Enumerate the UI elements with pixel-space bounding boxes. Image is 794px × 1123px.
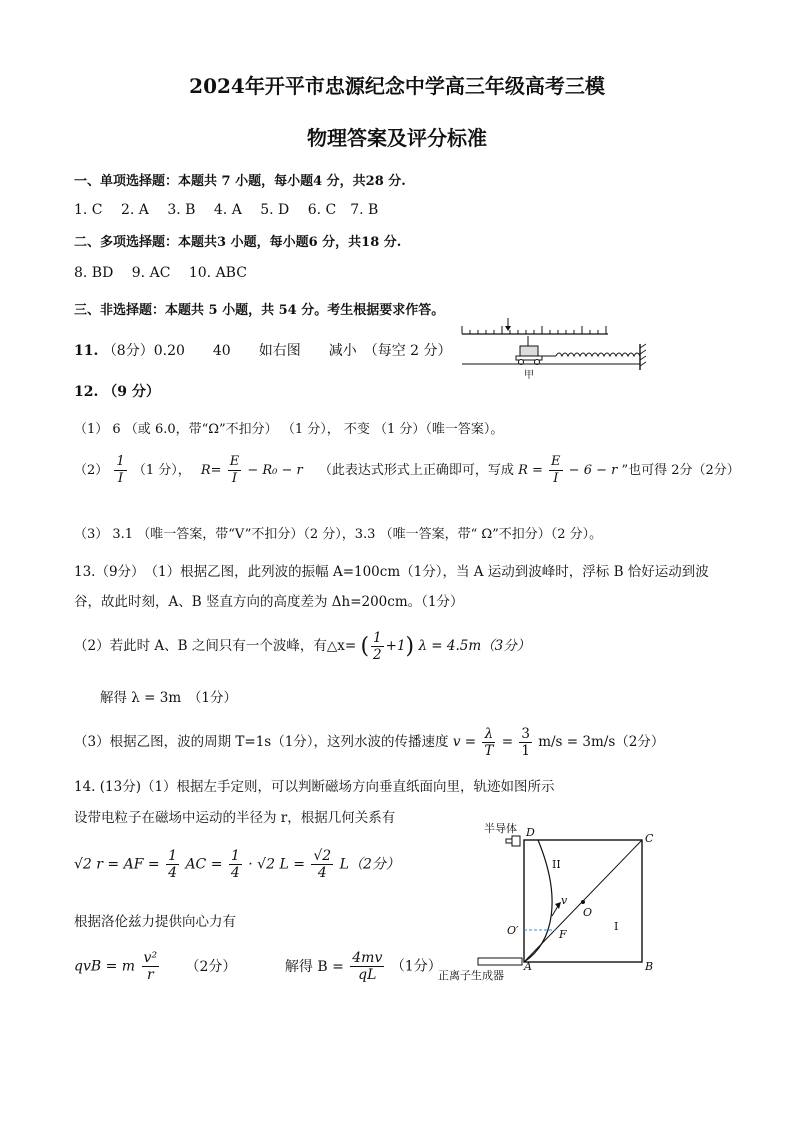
q13-lambda-over-T xyxy=(482,726,495,759)
q13-part2-prefix: （2）若此时 A、B 之间只有一个波峰，有△x= xyxy=(74,638,357,654)
frac-numerator: √2 xyxy=(313,848,332,864)
q13-eq: = xyxy=(501,734,514,750)
q13-3-over-1 xyxy=(519,726,532,759)
q13-plus-one: +1 xyxy=(385,638,406,654)
label-F: F xyxy=(559,928,567,941)
label-B: B xyxy=(645,960,654,973)
particle-trajectory xyxy=(524,840,552,962)
q13-v: v = xyxy=(452,734,477,750)
q14-eq2 xyxy=(74,950,442,983)
section-2-answers: 8. BD 9. AC 10. ABC xyxy=(74,265,247,281)
q14-line1: 14. (13分)（1）根据左手定则，可以判断磁场方向垂直纸面向里，轨迹如图所示 xyxy=(74,779,555,795)
q12-r-label: R= xyxy=(200,463,222,478)
label-v: v xyxy=(561,894,568,907)
page-title: 2024年开平市忠源纪念中学高三年级高考三模 xyxy=(189,74,605,98)
section-3-heading: 三、非选择题：本题共 5 小题，共 54 分。考生根据要求作答。 xyxy=(74,303,445,318)
q12-note-end: ”也可得 2分（2分） xyxy=(621,463,740,478)
spring xyxy=(556,353,640,356)
q14-frac-1 xyxy=(166,848,179,881)
q14-line2: 设带电粒子在磁场中运动的半径为 r，根据几何关系有 xyxy=(74,810,396,826)
q12-alt-r: R = xyxy=(518,463,543,478)
q14-eq2-score: （2分） xyxy=(185,958,237,975)
q12-frac-E-over-I xyxy=(228,454,242,487)
section-1-heading: 一、单项选择题：本题共 7 小题，每小题4 分，共28 分. xyxy=(74,174,406,189)
paren-open: ( xyxy=(360,634,370,659)
q12-part1: （1） 6 （或 6.0，带“Ω”不扣分） （1 分）， 不变 （1 分）（唯一答案）。 xyxy=(74,422,504,437)
ion-generator-box xyxy=(478,958,522,965)
q14-lorentz: 根据洛伦兹力提供向心力有 xyxy=(74,914,236,930)
q14-eq1-end: L（2分） xyxy=(339,856,400,873)
q11-answer xyxy=(74,340,452,360)
frac-denominator: I xyxy=(117,471,124,486)
q14-frac-4mv-over-qL xyxy=(350,950,384,983)
q12-part2-score: （1 分）， xyxy=(132,463,191,478)
q14-eq3-prefix: 解得 B = xyxy=(284,958,344,975)
q14-eq1-left: √2 r = AF = xyxy=(74,856,160,873)
frac-denominator: 2 xyxy=(373,647,382,663)
frac-numerator: E xyxy=(229,454,240,469)
q13-solve: 解得 λ = 3m （1分） xyxy=(100,690,237,706)
q13-part3-prefix: （3）根据乙图，波的周期 T=1s（1分），这列水波的传播速度 xyxy=(74,734,449,750)
semiconductor-block xyxy=(512,836,520,846)
frac-numerator: 1 xyxy=(373,630,382,646)
semiconductor-tip xyxy=(506,839,512,843)
q13-part2-rest: λ = 4.5m（3分） xyxy=(418,638,531,654)
label-region-I: I xyxy=(614,920,619,933)
q14-eq1-mid2: · √2 L = xyxy=(248,856,305,873)
q12-header: 12. （9 分） xyxy=(74,384,160,400)
q14-eq1-mid: AC = xyxy=(185,856,223,873)
frac-denominator: 1 xyxy=(521,743,530,759)
q13-line1: 13.（9分） （1）根据乙图，此列波的振幅 A=100cm（1分），当 A 运动到波峰时，浮标 B 恰好运动到波 xyxy=(74,564,709,580)
frac-numerator: v² xyxy=(143,950,158,966)
frac-numerator: 4mv xyxy=(352,950,383,966)
q14-eq3-score: （1分） xyxy=(390,958,442,975)
frac-denominator: I xyxy=(553,471,559,486)
frac-numerator: 1 xyxy=(168,848,177,864)
cart-body xyxy=(520,346,538,356)
q12-part2-prefix: （2） xyxy=(74,463,109,478)
section-2-heading: 二、多项选择题：本题共3 小题，每小题6 分，共18 分. xyxy=(74,235,402,250)
q14-frac-2 xyxy=(229,848,242,881)
frac-denominator: r xyxy=(146,967,154,983)
frac-denominator: 4 xyxy=(168,865,177,881)
frac-denominator: T xyxy=(484,743,494,759)
page-subtitle: 物理答案及评分标准 xyxy=(307,126,487,150)
frac-numerator: 1 xyxy=(116,454,125,469)
q12-frac-1-over-I xyxy=(114,454,126,487)
q12-part2 xyxy=(74,454,740,487)
frac-denominator: qL xyxy=(358,967,377,983)
q11-diagram xyxy=(458,318,658,380)
q13-part3-rest: m/s = 3m/s（2分） xyxy=(538,734,665,750)
frac-denominator: I xyxy=(231,471,238,486)
frac-denominator: 4 xyxy=(230,865,240,881)
velocity-arrow xyxy=(552,906,558,916)
q13-line2: 谷，故此时刻，A、B 竖直方向的高度差为 Δh=200cm。（1分） xyxy=(74,594,464,610)
q13-part3 xyxy=(74,726,664,759)
q11-text: （8分）0.20 40 如右图 减小 （每空 2 分） xyxy=(102,343,452,359)
q12-note: （此表达式形式上正确即可，写成 xyxy=(318,463,514,478)
section-1-answers: 1. C 2. A 3. B 4. A 5. D 6. C 7. B xyxy=(74,202,379,218)
frac-numerator: 3 xyxy=(521,726,530,742)
frac-numerator: 1 xyxy=(230,848,240,864)
wall-hatching xyxy=(640,344,646,366)
label-O: O xyxy=(583,906,593,919)
frac-numerator: λ xyxy=(482,726,495,743)
label-A: A xyxy=(524,960,532,973)
label-region-II: II xyxy=(552,858,561,871)
q12-alt-rest: − 6 − r xyxy=(568,463,618,478)
label-C: C xyxy=(645,832,654,845)
label-O-prime: O′ xyxy=(507,924,519,937)
diagram-label-jia: 甲 xyxy=(524,370,534,380)
frac-numerator: E xyxy=(551,454,561,469)
q14-eq1 xyxy=(74,848,400,881)
q12-expr-rest: − R₀ − r xyxy=(247,463,303,478)
paren-close: ) xyxy=(405,634,415,659)
q12-part3: （3） 3.1 （唯一答案，带“V”不扣分）（2 分），3.3 （唯一答案，带“ Ω”不扣分）（2 分）。 xyxy=(74,527,603,542)
q14-diagram xyxy=(434,818,674,986)
frac-denominator: 4 xyxy=(317,865,327,881)
ruler-ticks xyxy=(462,326,606,334)
q14-frac-v2-over-r xyxy=(142,950,160,983)
label-D: D xyxy=(526,826,535,839)
center-point-O xyxy=(581,900,585,904)
label-semiconductor: 半导体 xyxy=(484,822,517,835)
q11-number: 11. xyxy=(74,343,99,359)
q14-eq2-left: qvB = m xyxy=(74,958,136,975)
q13-half-frac xyxy=(371,630,384,663)
q13-part2 xyxy=(74,630,530,663)
q14-frac-3 xyxy=(311,848,333,881)
label-ion-generator: 正离子生成器 xyxy=(438,969,504,982)
q12-alt-frac xyxy=(549,454,563,487)
